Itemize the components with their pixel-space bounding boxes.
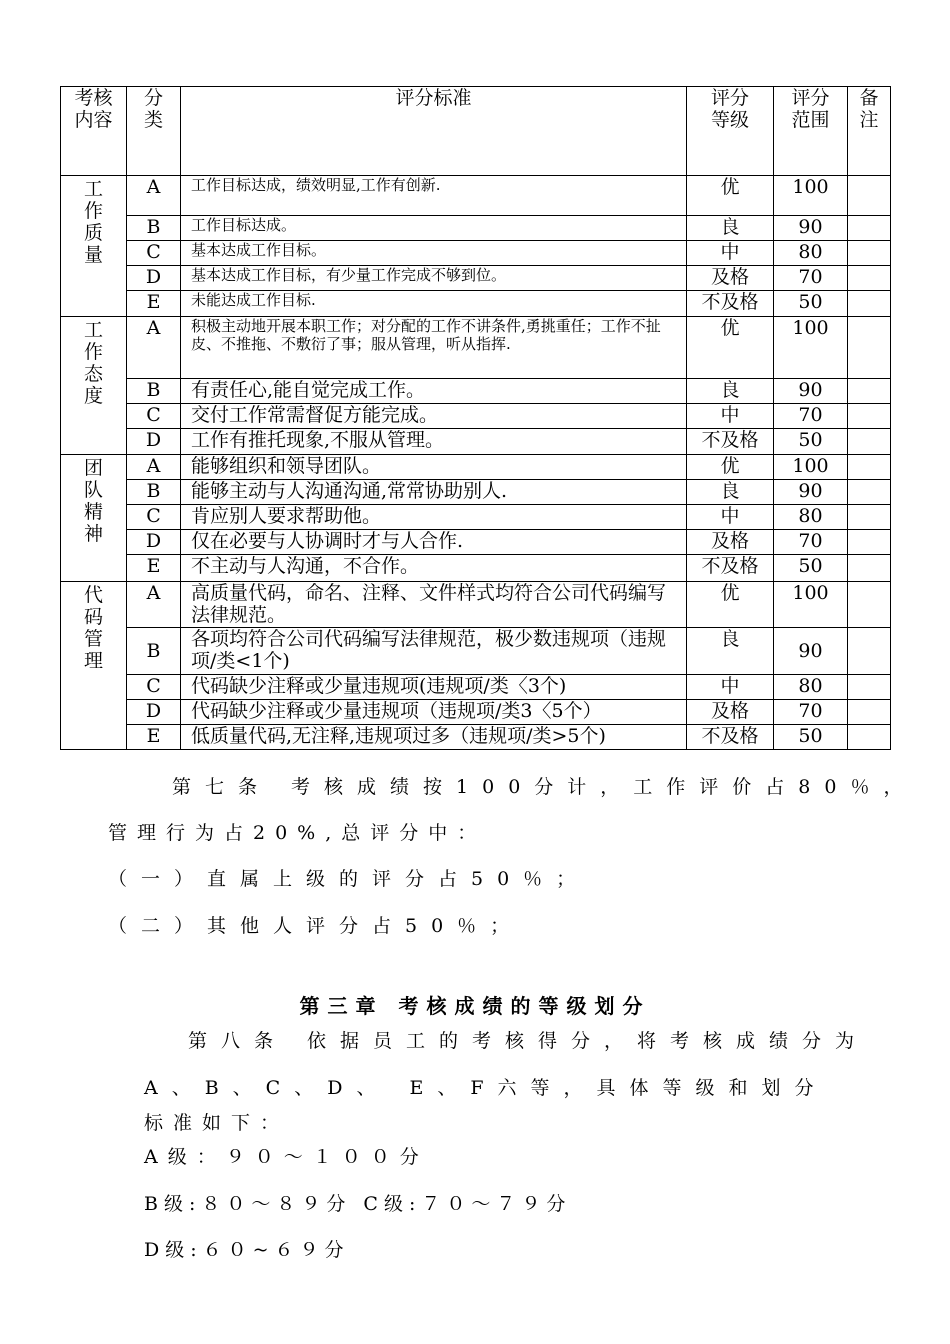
row-grade: 中 <box>687 241 774 266</box>
row-class: D <box>127 530 181 555</box>
row-note <box>848 725 891 750</box>
row-class: C <box>127 404 181 429</box>
row-class: B <box>127 379 181 404</box>
row-criteria: 工作目标达成。 <box>181 216 687 241</box>
row-class: C <box>127 505 181 530</box>
grade-a-range: A级：９０～１００分 <box>144 1146 429 1168</box>
row-note <box>848 241 891 266</box>
row-range: 50 <box>774 429 848 455</box>
row-grade: 良 <box>687 216 774 241</box>
row-note <box>848 317 891 379</box>
article7-item1: （一）直属上级的评分占50％； <box>108 868 590 890</box>
row-range: 70 <box>774 404 848 429</box>
chapter3-title: 第三章 考核成绩的等级划分 <box>299 994 651 1018</box>
grade-d-range: D级:６０~６９分 <box>144 1239 350 1261</box>
row-range: 70 <box>774 266 848 291</box>
row-range: 80 <box>774 505 848 530</box>
table-row <box>61 216 891 241</box>
row-criteria: 基本达成工作目标。 <box>181 241 687 266</box>
table-row <box>61 675 891 700</box>
table-row <box>61 555 891 582</box>
row-class: A <box>127 176 181 216</box>
table-row <box>61 530 891 555</box>
article8-line3: 标准如下： <box>144 1112 290 1134</box>
grade-bc-range: B级:８０～８９分 C级:７０～７９分 <box>144 1193 572 1215</box>
article8-line1: 第八条 依据员工的考核得分，将考核成绩分为 <box>188 1030 869 1052</box>
table-row <box>61 455 891 480</box>
row-note <box>848 555 891 582</box>
header-category: 分类 <box>127 87 181 176</box>
row-range: 50 <box>774 291 848 317</box>
row-grade: 及格 <box>687 700 774 725</box>
row-grade: 优 <box>687 317 774 379</box>
header-note: 备注 <box>848 87 891 176</box>
row-grade: 及格 <box>687 266 774 291</box>
row-range: 80 <box>774 675 848 700</box>
evaluation-table <box>60 86 891 750</box>
row-range: 90 <box>774 379 848 404</box>
row-note <box>848 530 891 555</box>
article7-line2: 管理行为占20%,总评分中： <box>108 822 487 844</box>
row-criteria: 积极主动地开展本职工作；对分配的工作不讲条件,勇挑重任；工作不扯皮、不推拖、不敷衍了事；服从管理，听从指挥. <box>181 317 687 379</box>
row-criteria: 交付工作常需督促方能完成。 <box>181 404 687 429</box>
article7-line1: 第七条 考核成绩按100分计，工作评价占80％， <box>172 776 917 798</box>
row-grade: 不及格 <box>687 291 774 317</box>
table-row <box>61 266 891 291</box>
row-grade: 中 <box>687 675 774 700</box>
header-content: 考核内容 <box>61 87 127 176</box>
header-grade: 评分等级 <box>687 87 774 176</box>
table-row <box>61 628 891 675</box>
group-name-team-spirit: 团队精神 <box>61 455 127 582</box>
row-class: C <box>127 241 181 266</box>
row-note <box>848 379 891 404</box>
row-grade: 优 <box>687 582 774 628</box>
row-grade: 不及格 <box>687 725 774 750</box>
row-range: 90 <box>774 480 848 505</box>
table-row <box>61 176 891 216</box>
row-criteria: 各项均符合公司代码编写法律规范，极少数违规项（违规项/类<1个) <box>181 628 687 675</box>
row-range: 100 <box>774 582 848 628</box>
table-row <box>61 404 891 429</box>
row-grade: 良 <box>687 480 774 505</box>
row-class: A <box>127 317 181 379</box>
article8-line2: A、B、C、D、 E、F六等，具体等级和划分 <box>144 1077 828 1099</box>
header-range: 评分范围 <box>774 87 848 176</box>
row-class: E <box>127 725 181 750</box>
row-criteria: 代码缺少注释或少量违规项(违规项/类〈3个) <box>181 675 687 700</box>
row-criteria: 工作有推托现象,不服从管理。 <box>181 429 687 455</box>
row-grade: 良 <box>687 379 774 404</box>
row-class: E <box>127 291 181 317</box>
table-row <box>61 700 891 725</box>
group-name-work-quality: 工作质量 <box>61 176 127 317</box>
row-criteria: 肯应别人要求帮助他。 <box>181 505 687 530</box>
table-row <box>61 429 891 455</box>
row-class: A <box>127 582 181 628</box>
row-range: 70 <box>774 700 848 725</box>
row-note <box>848 628 891 675</box>
row-class: B <box>127 628 181 675</box>
row-grade: 及格 <box>687 530 774 555</box>
row-note <box>848 176 891 216</box>
row-range: 90 <box>774 628 848 675</box>
row-class: B <box>127 480 181 505</box>
row-note <box>848 429 891 455</box>
row-criteria: 工作目标达成，绩效明显,工作有创新. <box>181 176 687 216</box>
row-note <box>848 582 891 628</box>
row-criteria: 未能达成工作目标. <box>181 291 687 317</box>
row-grade: 中 <box>687 505 774 530</box>
row-range: 100 <box>774 455 848 480</box>
row-note <box>848 505 891 530</box>
row-grade: 优 <box>687 176 774 216</box>
row-class: D <box>127 429 181 455</box>
row-range: 50 <box>774 555 848 582</box>
row-note <box>848 675 891 700</box>
row-class: D <box>127 700 181 725</box>
table-row <box>61 582 891 628</box>
row-range: 80 <box>774 241 848 266</box>
row-criteria: 有责任心,能自觉完成工作。 <box>181 379 687 404</box>
row-criteria: 能够组织和领导团队。 <box>181 455 687 480</box>
article7-item2: （二）其他人评分占50％； <box>108 915 524 937</box>
table-row <box>61 291 891 317</box>
table-row <box>61 505 891 530</box>
row-criteria: 不主动与人沟通，不合作。 <box>181 555 687 582</box>
row-range: 100 <box>774 176 848 216</box>
row-criteria: 基本达成工作目标，有少量工作完成不够到位。 <box>181 266 687 291</box>
row-criteria: 低质量代码,无注释,违规项过多（违规项/类>5个) <box>181 725 687 750</box>
row-grade: 优 <box>687 455 774 480</box>
table-header-row <box>61 87 891 176</box>
row-criteria: 能够主动与人沟通沟通,常常协助别人. <box>181 480 687 505</box>
row-note <box>848 455 891 480</box>
row-class: E <box>127 555 181 582</box>
row-range: 100 <box>774 317 848 379</box>
row-criteria: 代码缺少注释或少量违规项（违规项/类3〈5个） <box>181 700 687 725</box>
row-criteria: 仅在必要与人协调时才与人合作. <box>181 530 687 555</box>
group-name-code-management: 代码管理 <box>61 582 127 750</box>
row-range: 50 <box>774 725 848 750</box>
row-grade: 中 <box>687 404 774 429</box>
row-note <box>848 480 891 505</box>
row-note <box>848 266 891 291</box>
row-grade: 良 <box>687 628 774 675</box>
table-row <box>61 317 891 379</box>
row-class: A <box>127 455 181 480</box>
row-note <box>848 291 891 317</box>
row-note <box>848 216 891 241</box>
table-row <box>61 379 891 404</box>
table-row <box>61 241 891 266</box>
group-name-work-attitude: 工作态度 <box>61 317 127 455</box>
row-range: 70 <box>774 530 848 555</box>
row-grade: 不及格 <box>687 555 774 582</box>
table-row <box>61 725 891 750</box>
header-criteria: 评分标准 <box>181 87 687 176</box>
table-row <box>61 480 891 505</box>
row-class: C <box>127 675 181 700</box>
row-note <box>848 700 891 725</box>
row-class: D <box>127 266 181 291</box>
row-grade: 不及格 <box>687 429 774 455</box>
row-note <box>848 404 891 429</box>
row-criteria: 高质量代码，命名、注释、文件样式均符合公司代码编写法律规范。 <box>181 582 687 628</box>
row-class: B <box>127 216 181 241</box>
row-range: 90 <box>774 216 848 241</box>
